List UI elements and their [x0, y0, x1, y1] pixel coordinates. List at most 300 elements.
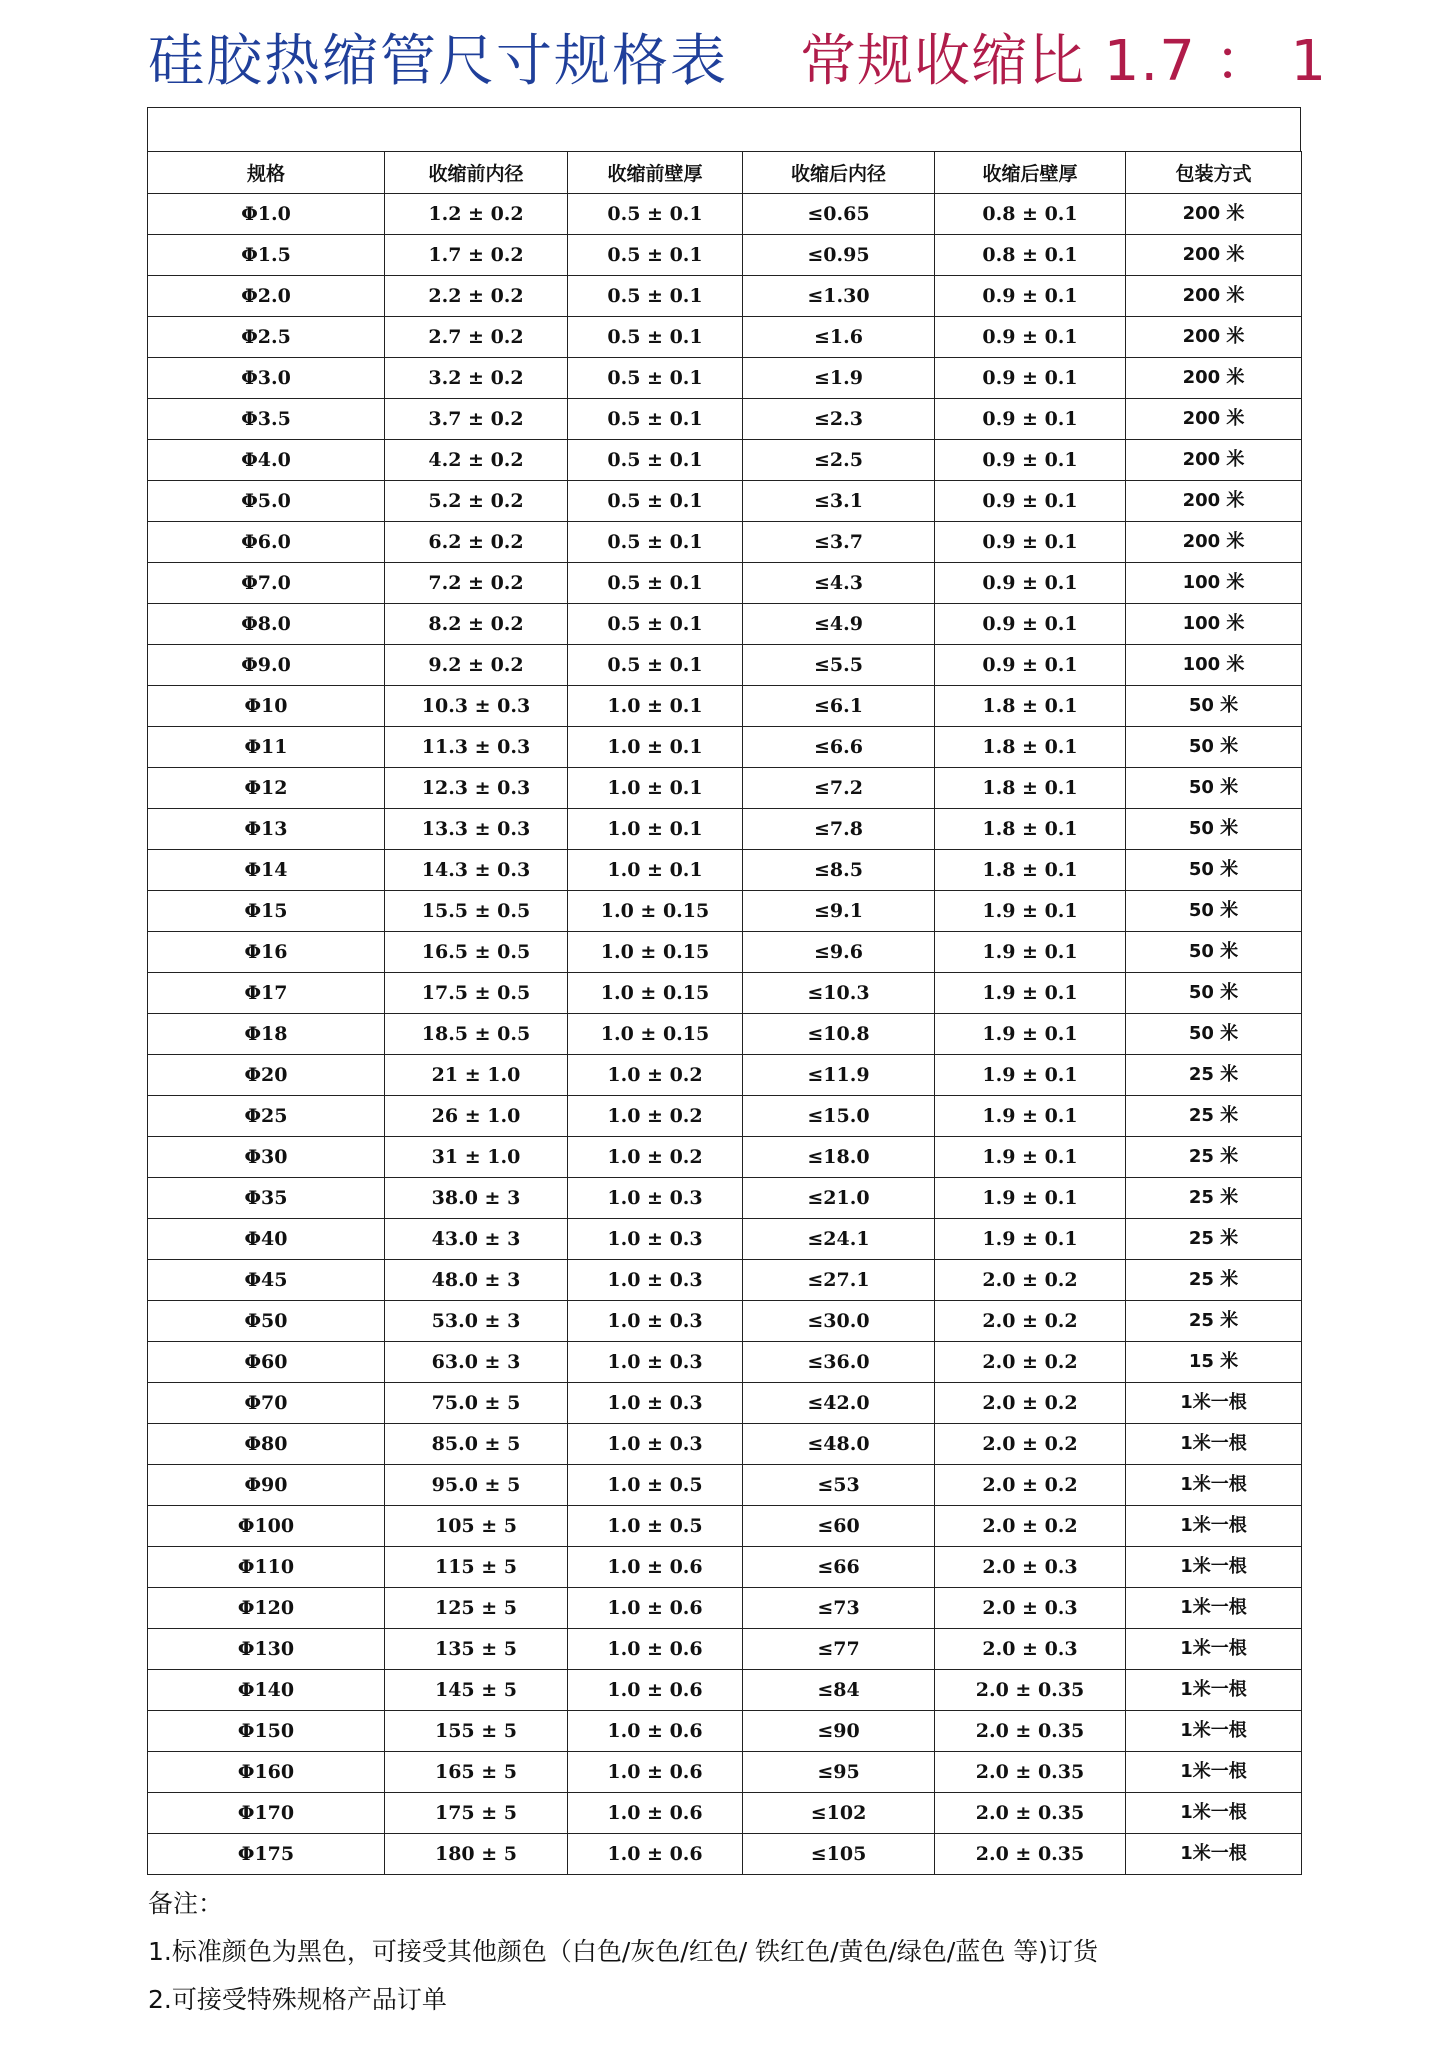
cell-post-shrink-wall: 0.9 ± 0.1	[935, 399, 1126, 440]
cell-post-shrink-id: ≤1.6	[743, 317, 935, 358]
cell-post-shrink-id: ≤11.9	[743, 1055, 935, 1096]
cell-pre-shrink-wall: 1.0 ± 0.15	[568, 1014, 743, 1055]
cell-post-shrink-id: ≤77	[743, 1629, 935, 1670]
cell-post-shrink-wall: 1.9 ± 0.1	[935, 1178, 1126, 1219]
cell-packaging: 1米一根	[1126, 1506, 1302, 1547]
cell-packaging: 50 米	[1126, 891, 1302, 932]
cell-post-shrink-id: ≤21.0	[743, 1178, 935, 1219]
cell-packaging: 200 米	[1126, 481, 1302, 522]
table-row	[148, 973, 1302, 1014]
cell-spec: Φ3.5	[148, 399, 385, 440]
cell-pre-shrink-id: 75.0 ± 5	[385, 1383, 568, 1424]
cell-pre-shrink-wall: 1.0 ± 0.5	[568, 1506, 743, 1547]
cell-spec: Φ100	[148, 1506, 385, 1547]
table-row	[148, 604, 1302, 645]
cell-packaging: 50 米	[1126, 850, 1302, 891]
cell-post-shrink-id: ≤7.2	[743, 768, 935, 809]
cell-pre-shrink-id: 1.2 ± 0.2	[385, 194, 568, 235]
cell-pre-shrink-wall: 1.0 ± 0.6	[568, 1711, 743, 1752]
table-body	[148, 194, 1302, 1875]
cell-post-shrink-wall: 0.9 ± 0.1	[935, 563, 1126, 604]
cell-post-shrink-wall: 2.0 ± 0.2	[935, 1424, 1126, 1465]
cell-post-shrink-wall: 1.9 ± 0.1	[935, 1014, 1126, 1055]
table-row	[148, 563, 1302, 604]
cell-pre-shrink-wall: 0.5 ± 0.1	[568, 604, 743, 645]
cell-post-shrink-wall: 0.8 ± 0.1	[935, 235, 1126, 276]
cell-pre-shrink-id: 145 ± 5	[385, 1670, 568, 1711]
cell-post-shrink-id: ≤42.0	[743, 1383, 935, 1424]
cell-post-shrink-id: ≤24.1	[743, 1219, 935, 1260]
cell-pre-shrink-id: 125 ± 5	[385, 1588, 568, 1629]
cell-post-shrink-id: ≤18.0	[743, 1137, 935, 1178]
table-row	[148, 1793, 1302, 1834]
cell-pre-shrink-wall: 1.0 ± 0.1	[568, 809, 743, 850]
spec-sheet	[147, 107, 1301, 1875]
cell-spec: Φ8.0	[148, 604, 385, 645]
header-packaging: 包装方式	[1126, 152, 1302, 194]
cell-post-shrink-id: ≤0.65	[743, 194, 935, 235]
cell-pre-shrink-wall: 1.0 ± 0.6	[568, 1629, 743, 1670]
cell-spec: Φ9.0	[148, 645, 385, 686]
table-row	[148, 768, 1302, 809]
cell-pre-shrink-wall: 0.5 ± 0.1	[568, 399, 743, 440]
cell-packaging: 100 米	[1126, 645, 1302, 686]
cell-post-shrink-wall: 2.0 ± 0.2	[935, 1465, 1126, 1506]
cell-post-shrink-wall: 0.9 ± 0.1	[935, 481, 1126, 522]
cell-packaging: 200 米	[1126, 358, 1302, 399]
cell-pre-shrink-id: 48.0 ± 3	[385, 1260, 568, 1301]
cell-post-shrink-wall: 2.0 ± 0.35	[935, 1752, 1126, 1793]
cell-pre-shrink-wall: 1.0 ± 0.5	[568, 1465, 743, 1506]
cell-pre-shrink-wall: 1.0 ± 0.6	[568, 1752, 743, 1793]
cell-post-shrink-id: ≤7.8	[743, 809, 935, 850]
cell-spec: Φ18	[148, 1014, 385, 1055]
cell-spec: Φ45	[148, 1260, 385, 1301]
cell-spec: Φ11	[148, 727, 385, 768]
cell-spec: Φ6.0	[148, 522, 385, 563]
cell-post-shrink-id: ≤60	[743, 1506, 935, 1547]
cell-post-shrink-wall: 2.0 ± 0.35	[935, 1670, 1126, 1711]
cell-pre-shrink-id: 16.5 ± 0.5	[385, 932, 568, 973]
cell-post-shrink-id: ≤4.9	[743, 604, 935, 645]
header-post-shrink-id: 收缩后内径	[743, 152, 935, 194]
cell-post-shrink-id: ≤73	[743, 1588, 935, 1629]
header-spec: 规格	[148, 152, 385, 194]
cell-pre-shrink-wall: 0.5 ± 0.1	[568, 481, 743, 522]
cell-post-shrink-id: ≤10.8	[743, 1014, 935, 1055]
cell-post-shrink-id: ≤4.3	[743, 563, 935, 604]
table-row	[148, 194, 1302, 235]
notes-heading: 备注：	[148, 1889, 224, 1918]
cell-post-shrink-wall: 0.8 ± 0.1	[935, 194, 1126, 235]
cell-post-shrink-id: ≤3.7	[743, 522, 935, 563]
cell-pre-shrink-id: 115 ± 5	[385, 1547, 568, 1588]
cell-post-shrink-wall: 2.0 ± 0.2	[935, 1342, 1126, 1383]
cell-post-shrink-wall: 2.0 ± 0.3	[935, 1588, 1126, 1629]
cell-pre-shrink-id: 85.0 ± 5	[385, 1424, 568, 1465]
cell-spec: Φ16	[148, 932, 385, 973]
cell-spec: Φ160	[148, 1752, 385, 1793]
cell-pre-shrink-id: 2.2 ± 0.2	[385, 276, 568, 317]
table-row	[148, 358, 1302, 399]
header-post-shrink-wall: 收缩后壁厚	[935, 152, 1126, 194]
cell-spec: Φ17	[148, 973, 385, 1014]
cell-post-shrink-wall: 2.0 ± 0.2	[935, 1301, 1126, 1342]
cell-packaging: 25 米	[1126, 1055, 1302, 1096]
cell-post-shrink-wall: 1.9 ± 0.1	[935, 1055, 1126, 1096]
cell-post-shrink-wall: 0.9 ± 0.1	[935, 604, 1126, 645]
cell-packaging: 200 米	[1126, 235, 1302, 276]
cell-spec: Φ40	[148, 1219, 385, 1260]
cell-pre-shrink-id: 7.2 ± 0.2	[385, 563, 568, 604]
cell-pre-shrink-id: 11.3 ± 0.3	[385, 727, 568, 768]
cell-pre-shrink-id: 9.2 ± 0.2	[385, 645, 568, 686]
table-row	[148, 1342, 1302, 1383]
cell-pre-shrink-id: 8.2 ± 0.2	[385, 604, 568, 645]
cell-spec: Φ14	[148, 850, 385, 891]
table-row	[148, 1055, 1302, 1096]
cell-post-shrink-id: ≤1.30	[743, 276, 935, 317]
cell-packaging: 100 米	[1126, 563, 1302, 604]
cell-packaging: 25 米	[1126, 1260, 1302, 1301]
cell-pre-shrink-id: 135 ± 5	[385, 1629, 568, 1670]
cell-post-shrink-id: ≤53	[743, 1465, 935, 1506]
cell-post-shrink-id: ≤9.6	[743, 932, 935, 973]
cell-post-shrink-wall: 1.8 ± 0.1	[935, 768, 1126, 809]
cell-pre-shrink-wall: 0.5 ± 0.1	[568, 317, 743, 358]
cell-post-shrink-wall: 2.0 ± 0.35	[935, 1793, 1126, 1834]
table-row	[148, 932, 1302, 973]
note-line: 2.可接受特殊规格产品订单	[148, 1985, 447, 2014]
cell-spec: Φ110	[148, 1547, 385, 1588]
cell-spec: Φ30	[148, 1137, 385, 1178]
cell-packaging: 200 米	[1126, 440, 1302, 481]
cell-pre-shrink-wall: 1.0 ± 0.3	[568, 1219, 743, 1260]
cell-post-shrink-wall: 2.0 ± 0.2	[935, 1506, 1126, 1547]
cell-packaging: 15 米	[1126, 1342, 1302, 1383]
cell-post-shrink-wall: 2.0 ± 0.3	[935, 1629, 1126, 1670]
cell-spec: Φ15	[148, 891, 385, 932]
cell-pre-shrink-id: 31 ± 1.0	[385, 1137, 568, 1178]
cell-post-shrink-wall: 1.9 ± 0.1	[935, 1219, 1126, 1260]
cell-packaging: 1米一根	[1126, 1629, 1302, 1670]
cell-post-shrink-id: ≤27.1	[743, 1260, 935, 1301]
cell-post-shrink-id: ≤105	[743, 1834, 935, 1875]
cell-post-shrink-id: ≤6.6	[743, 727, 935, 768]
cell-pre-shrink-id: 2.7 ± 0.2	[385, 317, 568, 358]
cell-spec: Φ150	[148, 1711, 385, 1752]
table-row	[148, 1219, 1302, 1260]
header-pre-shrink-wall: 收缩前壁厚	[568, 152, 743, 194]
cell-spec: Φ140	[148, 1670, 385, 1711]
cell-spec: Φ1.5	[148, 235, 385, 276]
cell-packaging: 200 米	[1126, 399, 1302, 440]
cell-pre-shrink-id: 15.5 ± 0.5	[385, 891, 568, 932]
cell-pre-shrink-id: 180 ± 5	[385, 1834, 568, 1875]
table-row	[148, 1834, 1302, 1875]
table-row	[148, 440, 1302, 481]
cell-packaging: 50 米	[1126, 686, 1302, 727]
table-row	[148, 850, 1302, 891]
cell-pre-shrink-id: 5.2 ± 0.2	[385, 481, 568, 522]
cell-spec: Φ175	[148, 1834, 385, 1875]
cell-post-shrink-wall: 0.9 ± 0.1	[935, 522, 1126, 563]
cell-packaging: 50 米	[1126, 727, 1302, 768]
cell-packaging: 1米一根	[1126, 1588, 1302, 1629]
table-row	[148, 1465, 1302, 1506]
cell-pre-shrink-wall: 0.5 ± 0.1	[568, 522, 743, 563]
cell-pre-shrink-id: 155 ± 5	[385, 1711, 568, 1752]
cell-pre-shrink-wall: 0.5 ± 0.1	[568, 358, 743, 399]
spec-table	[147, 151, 1302, 1875]
table-row	[148, 235, 1302, 276]
cell-post-shrink-wall: 0.9 ± 0.1	[935, 317, 1126, 358]
cell-pre-shrink-id: 18.5 ± 0.5	[385, 1014, 568, 1055]
cell-spec: Φ12	[148, 768, 385, 809]
cell-spec: Φ2.5	[148, 317, 385, 358]
cell-pre-shrink-id: 3.7 ± 0.2	[385, 399, 568, 440]
page-title: 硅胶热缩管尺寸规格表	[148, 29, 728, 94]
cell-post-shrink-wall: 1.9 ± 0.1	[935, 891, 1126, 932]
cell-pre-shrink-wall: 1.0 ± 0.2	[568, 1096, 743, 1137]
cell-spec: Φ130	[148, 1629, 385, 1670]
cell-packaging: 1米一根	[1126, 1465, 1302, 1506]
table-row	[148, 1014, 1302, 1055]
table-row	[148, 276, 1302, 317]
cell-pre-shrink-id: 6.2 ± 0.2	[385, 522, 568, 563]
cell-pre-shrink-id: 10.3 ± 0.3	[385, 686, 568, 727]
cell-pre-shrink-id: 175 ± 5	[385, 1793, 568, 1834]
table-row	[148, 481, 1302, 522]
cell-spec: Φ3.0	[148, 358, 385, 399]
cell-post-shrink-id: ≤30.0	[743, 1301, 935, 1342]
cell-spec: Φ4.0	[148, 440, 385, 481]
cell-pre-shrink-wall: 1.0 ± 0.6	[568, 1670, 743, 1711]
table-row	[148, 399, 1302, 440]
cell-post-shrink-id: ≤90	[743, 1711, 935, 1752]
cell-post-shrink-wall: 2.0 ± 0.35	[935, 1711, 1126, 1752]
cell-post-shrink-wall: 2.0 ± 0.2	[935, 1383, 1126, 1424]
table-row	[148, 1178, 1302, 1219]
cell-spec: Φ50	[148, 1301, 385, 1342]
cell-pre-shrink-id: 17.5 ± 0.5	[385, 973, 568, 1014]
cell-packaging: 25 米	[1126, 1219, 1302, 1260]
cell-post-shrink-id: ≤3.1	[743, 481, 935, 522]
cell-post-shrink-id: ≤9.1	[743, 891, 935, 932]
cell-post-shrink-wall: 1.9 ± 0.1	[935, 1137, 1126, 1178]
cell-packaging: 25 米	[1126, 1096, 1302, 1137]
cell-post-shrink-wall: 0.9 ± 0.1	[935, 358, 1126, 399]
cell-spec: Φ80	[148, 1424, 385, 1465]
cell-packaging: 25 米	[1126, 1137, 1302, 1178]
cell-packaging: 50 米	[1126, 809, 1302, 850]
cell-post-shrink-id: ≤15.0	[743, 1096, 935, 1137]
cell-packaging: 100 米	[1126, 604, 1302, 645]
cell-pre-shrink-id: 165 ± 5	[385, 1752, 568, 1793]
cell-pre-shrink-wall: 1.0 ± 0.6	[568, 1834, 743, 1875]
cell-pre-shrink-wall: 1.0 ± 0.3	[568, 1342, 743, 1383]
table-row	[148, 1301, 1302, 1342]
cell-pre-shrink-id: 43.0 ± 3	[385, 1219, 568, 1260]
cell-post-shrink-wall: 0.9 ± 0.1	[935, 440, 1126, 481]
cell-spec: Φ20	[148, 1055, 385, 1096]
table-row	[148, 1547, 1302, 1588]
cell-pre-shrink-id: 38.0 ± 3	[385, 1178, 568, 1219]
cell-pre-shrink-wall: 1.0 ± 0.1	[568, 850, 743, 891]
cell-post-shrink-wall: 2.0 ± 0.3	[935, 1547, 1126, 1588]
cell-pre-shrink-id: 14.3 ± 0.3	[385, 850, 568, 891]
table-row	[148, 1752, 1302, 1793]
cell-pre-shrink-id: 63.0 ± 3	[385, 1342, 568, 1383]
cell-spec: Φ90	[148, 1465, 385, 1506]
cell-post-shrink-id: ≤0.95	[743, 235, 935, 276]
cell-spec: Φ5.0	[148, 481, 385, 522]
table-row	[148, 1096, 1302, 1137]
cell-pre-shrink-wall: 1.0 ± 0.2	[568, 1137, 743, 1178]
cell-post-shrink-id: ≤84	[743, 1670, 935, 1711]
cell-post-shrink-wall: 1.8 ± 0.1	[935, 850, 1126, 891]
cell-post-shrink-wall: 1.8 ± 0.1	[935, 727, 1126, 768]
cell-spec: Φ70	[148, 1383, 385, 1424]
cell-post-shrink-id: ≤2.3	[743, 399, 935, 440]
cell-pre-shrink-id: 4.2 ± 0.2	[385, 440, 568, 481]
cell-packaging: 1米一根	[1126, 1793, 1302, 1834]
cell-spec: Φ1.0	[148, 194, 385, 235]
note-line: 1.标准颜色为黑色，可接受其他颜色（白色/灰色/红色/ 铁红色/黄色/绿色/蓝色 等)订货	[148, 1937, 1099, 1966]
table-top-blank-row	[147, 107, 1301, 151]
cell-packaging: 25 米	[1126, 1301, 1302, 1342]
cell-pre-shrink-id: 26 ± 1.0	[385, 1096, 568, 1137]
cell-spec: Φ13	[148, 809, 385, 850]
table-row	[148, 1629, 1302, 1670]
cell-packaging: 1米一根	[1126, 1834, 1302, 1875]
cell-pre-shrink-wall: 0.5 ± 0.1	[568, 276, 743, 317]
cell-post-shrink-id: ≤6.1	[743, 686, 935, 727]
cell-post-shrink-id: ≤10.3	[743, 973, 935, 1014]
cell-spec: Φ120	[148, 1588, 385, 1629]
cell-pre-shrink-wall: 1.0 ± 0.6	[568, 1793, 743, 1834]
cell-post-shrink-id: ≤66	[743, 1547, 935, 1588]
table-row	[148, 522, 1302, 563]
table-row	[148, 1260, 1302, 1301]
cell-pre-shrink-id: 21 ± 1.0	[385, 1055, 568, 1096]
notes	[148, 1880, 1348, 2024]
cell-pre-shrink-wall: 1.0 ± 0.1	[568, 686, 743, 727]
shrink-ratio-title: 常规收缩比 1.7 ： 1	[800, 29, 1328, 94]
cell-packaging: 1米一根	[1126, 1752, 1302, 1793]
cell-packaging: 200 米	[1126, 276, 1302, 317]
cell-spec: Φ35	[148, 1178, 385, 1219]
header-pre-shrink-id: 收缩前内径	[385, 152, 568, 194]
cell-post-shrink-id: ≤48.0	[743, 1424, 935, 1465]
cell-post-shrink-wall: 2.0 ± 0.35	[935, 1834, 1126, 1875]
cell-spec: Φ60	[148, 1342, 385, 1383]
title-row	[148, 22, 1328, 102]
cell-pre-shrink-wall: 1.0 ± 0.3	[568, 1383, 743, 1424]
cell-packaging: 50 米	[1126, 768, 1302, 809]
cell-post-shrink-wall: 0.9 ± 0.1	[935, 645, 1126, 686]
cell-pre-shrink-id: 13.3 ± 0.3	[385, 809, 568, 850]
cell-pre-shrink-wall: 1.0 ± 0.15	[568, 932, 743, 973]
cell-post-shrink-id: ≤95	[743, 1752, 935, 1793]
cell-pre-shrink-wall: 1.0 ± 0.15	[568, 891, 743, 932]
cell-pre-shrink-wall: 0.5 ± 0.1	[568, 235, 743, 276]
cell-pre-shrink-id: 12.3 ± 0.3	[385, 768, 568, 809]
cell-pre-shrink-wall: 1.0 ± 0.3	[568, 1178, 743, 1219]
table-row	[148, 645, 1302, 686]
cell-packaging: 50 米	[1126, 1014, 1302, 1055]
cell-packaging: 1米一根	[1126, 1547, 1302, 1588]
cell-pre-shrink-wall: 0.5 ± 0.1	[568, 645, 743, 686]
cell-packaging: 200 米	[1126, 194, 1302, 235]
cell-post-shrink-wall: 1.8 ± 0.1	[935, 809, 1126, 850]
table-header-row	[148, 152, 1302, 194]
table-row	[148, 809, 1302, 850]
cell-post-shrink-wall: 2.0 ± 0.2	[935, 1260, 1126, 1301]
cell-post-shrink-wall: 1.8 ± 0.1	[935, 686, 1126, 727]
cell-packaging: 25 米	[1126, 1178, 1302, 1219]
cell-spec: Φ170	[148, 1793, 385, 1834]
cell-pre-shrink-wall: 0.5 ± 0.1	[568, 563, 743, 604]
table-row	[148, 1424, 1302, 1465]
table-row	[148, 1711, 1302, 1752]
cell-packaging: 1米一根	[1126, 1711, 1302, 1752]
cell-post-shrink-id: ≤102	[743, 1793, 935, 1834]
cell-packaging: 50 米	[1126, 973, 1302, 1014]
table-row	[148, 1506, 1302, 1547]
cell-packaging: 200 米	[1126, 522, 1302, 563]
table-row	[148, 1383, 1302, 1424]
cell-post-shrink-id: ≤36.0	[743, 1342, 935, 1383]
cell-packaging: 1米一根	[1126, 1383, 1302, 1424]
cell-packaging: 1米一根	[1126, 1670, 1302, 1711]
cell-packaging: 50 米	[1126, 932, 1302, 973]
cell-pre-shrink-wall: 0.5 ± 0.1	[568, 194, 743, 235]
cell-post-shrink-id: ≤1.9	[743, 358, 935, 399]
cell-spec: Φ2.0	[148, 276, 385, 317]
cell-post-shrink-wall: 1.9 ± 0.1	[935, 973, 1126, 1014]
cell-pre-shrink-wall: 1.0 ± 0.3	[568, 1260, 743, 1301]
table-row	[148, 317, 1302, 358]
cell-pre-shrink-wall: 1.0 ± 0.1	[568, 768, 743, 809]
cell-packaging: 200 米	[1126, 317, 1302, 358]
cell-post-shrink-wall: 1.9 ± 0.1	[935, 1096, 1126, 1137]
cell-post-shrink-id: ≤5.5	[743, 645, 935, 686]
cell-post-shrink-id: ≤2.5	[743, 440, 935, 481]
cell-pre-shrink-wall: 0.5 ± 0.1	[568, 440, 743, 481]
table-row	[148, 891, 1302, 932]
cell-pre-shrink-wall: 1.0 ± 0.15	[568, 973, 743, 1014]
table-row	[148, 1588, 1302, 1629]
cell-pre-shrink-wall: 1.0 ± 0.6	[568, 1588, 743, 1629]
cell-pre-shrink-wall: 1.0 ± 0.3	[568, 1424, 743, 1465]
cell-pre-shrink-id: 1.7 ± 0.2	[385, 235, 568, 276]
cell-pre-shrink-id: 53.0 ± 3	[385, 1301, 568, 1342]
cell-pre-shrink-id: 105 ± 5	[385, 1506, 568, 1547]
cell-pre-shrink-wall: 1.0 ± 0.6	[568, 1547, 743, 1588]
cell-post-shrink-wall: 0.9 ± 0.1	[935, 276, 1126, 317]
cell-post-shrink-wall: 1.9 ± 0.1	[935, 932, 1126, 973]
cell-packaging: 1米一根	[1126, 1424, 1302, 1465]
cell-spec: Φ25	[148, 1096, 385, 1137]
cell-pre-shrink-wall: 1.0 ± 0.3	[568, 1301, 743, 1342]
cell-pre-shrink-id: 95.0 ± 5	[385, 1465, 568, 1506]
cell-spec: Φ10	[148, 686, 385, 727]
table-row	[148, 727, 1302, 768]
cell-pre-shrink-wall: 1.0 ± 0.2	[568, 1055, 743, 1096]
cell-spec: Φ7.0	[148, 563, 385, 604]
cell-post-shrink-id: ≤8.5	[743, 850, 935, 891]
